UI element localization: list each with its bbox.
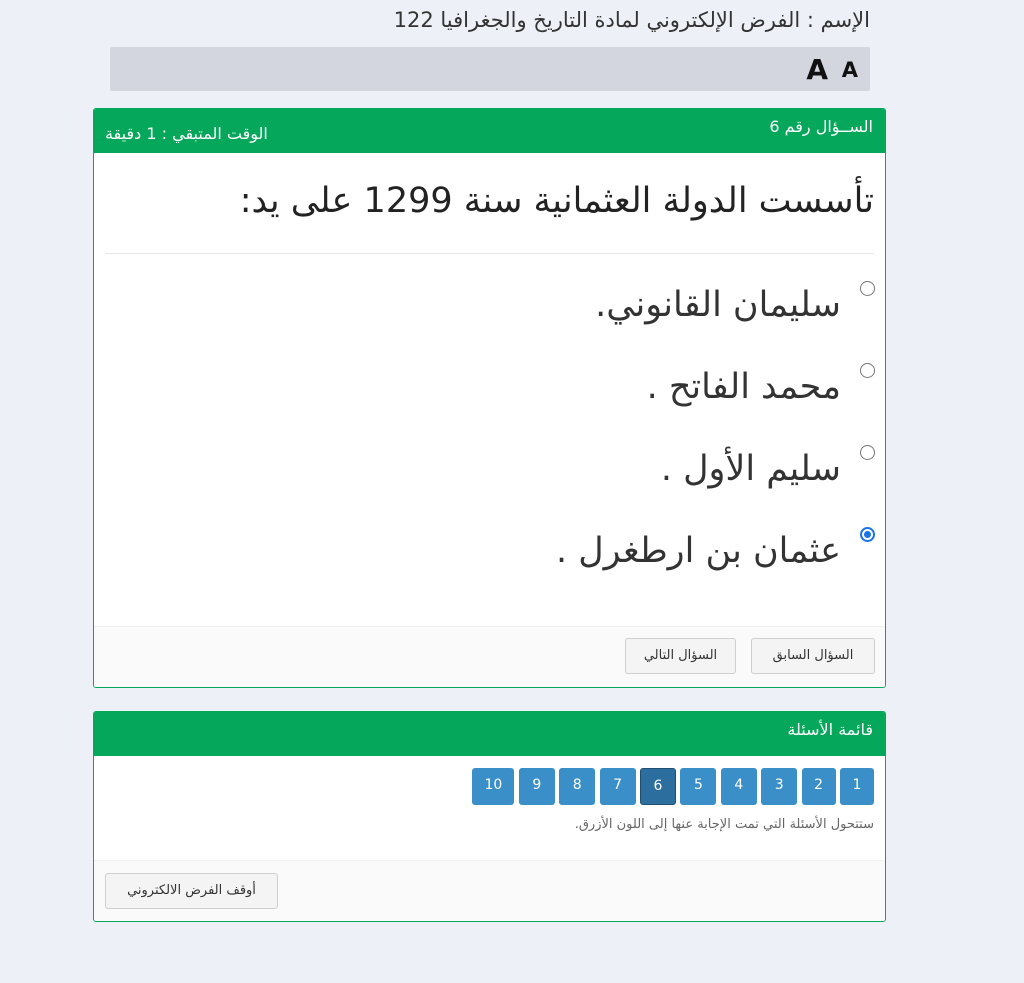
question-number-button-2[interactable]: 2 (802, 768, 836, 805)
answer-option-4[interactable] (475, 527, 875, 587)
answer-label: عثمان بن ارطغرل . (555, 531, 841, 571)
question-number-button-7[interactable]: 7 (600, 768, 636, 805)
question-number: الســؤال رقم 6 (769, 117, 873, 136)
next-question-button[interactable]: السؤال التالي (625, 638, 736, 674)
font-increase-button[interactable]: A (806, 53, 828, 86)
answer-option-1[interactable] (475, 281, 875, 341)
question-panel-header (94, 109, 885, 153)
answer-option-2[interactable] (475, 363, 875, 423)
font-decrease-button[interactable]: A (841, 58, 858, 82)
questions-list-panel (93, 711, 886, 922)
question-text: تأسست الدولة العثمانية سنة 1299 على يد: (239, 181, 874, 221)
answer-radio[interactable] (860, 445, 875, 460)
questions-list-header (94, 712, 885, 756)
question-number-button-8[interactable]: 8 (559, 768, 595, 805)
answer-label: سليم الأول . (660, 449, 841, 489)
question-number-button-10[interactable]: 10 (472, 768, 514, 805)
questions-list-footer (94, 860, 885, 921)
question-number-button-1[interactable]: 1 (840, 768, 874, 805)
question-panel (93, 108, 886, 688)
question-panel-footer (94, 626, 885, 687)
question-number-buttons (454, 768, 874, 805)
answer-option-3[interactable] (475, 445, 875, 505)
answer-radio[interactable] (860, 363, 875, 378)
question-number-button-6[interactable]: 6 (640, 768, 676, 805)
stop-exam-button[interactable]: أوقف الفرض الالكتروني (105, 873, 278, 909)
page-title: الإسم : الفرض الإلكتروني لمادة التاريخ والجغرافيا 122 (393, 8, 870, 32)
time-remaining: الوقت المتبقي : 1 دقيقة (105, 124, 268, 143)
answer-radio[interactable] (860, 281, 875, 296)
previous-question-button[interactable]: السؤال السابق (751, 638, 875, 674)
answer-label: محمد الفاتح . (646, 367, 841, 407)
font-size-toolbar (110, 47, 870, 91)
question-number-button-3[interactable]: 3 (761, 768, 797, 805)
questions-list-title: قائمة الأسئلة (787, 720, 873, 739)
divider (105, 253, 874, 254)
question-number-button-5[interactable]: 5 (680, 768, 716, 805)
answer-label: سليمان القانوني. (595, 285, 841, 325)
question-number-button-4[interactable]: 4 (721, 768, 757, 805)
answer-radio-selected[interactable] (860, 527, 875, 542)
question-number-button-9[interactable]: 9 (519, 768, 555, 805)
answered-hint: ستتحول الأسئلة التي تمت الإجابة عنها إلى اللون الأزرق. (574, 817, 874, 832)
